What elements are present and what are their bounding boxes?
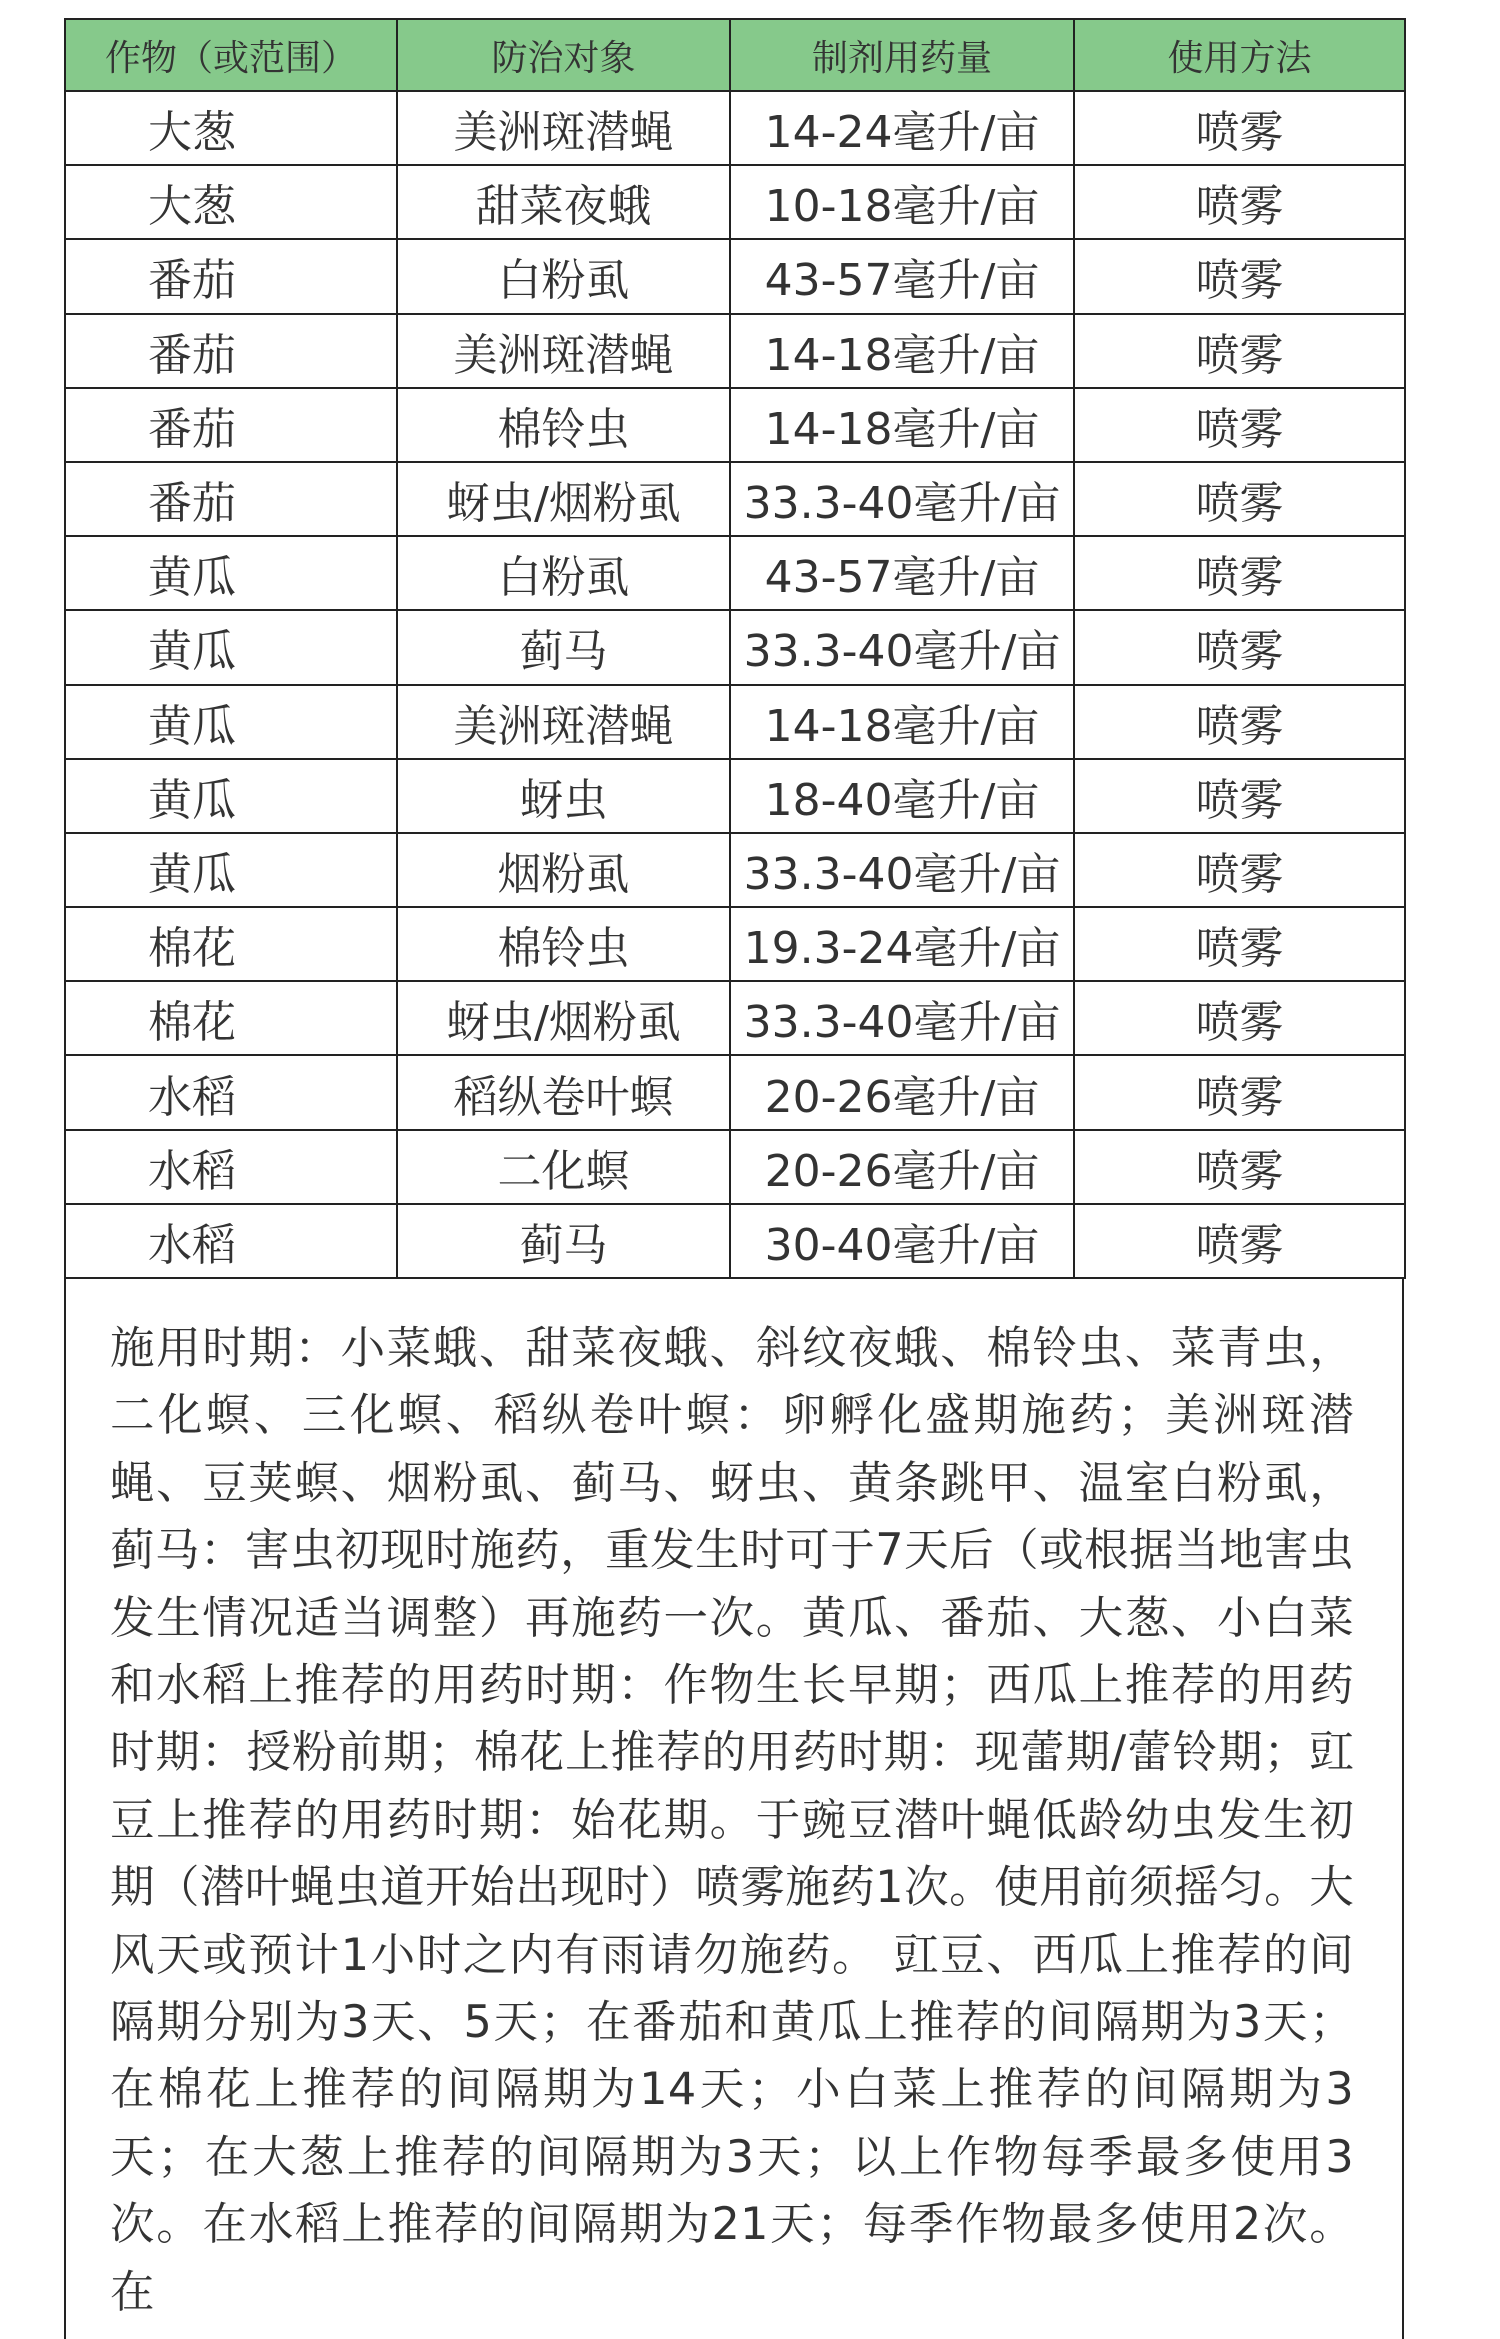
cell-target: 美洲斑潜蝇	[397, 685, 730, 759]
cell-dosage: 43-57毫升/亩	[730, 536, 1074, 610]
cell-target: 二化螟	[397, 1130, 730, 1204]
cell-crop: 番茄	[65, 388, 397, 462]
cell-dosage: 14-18毫升/亩	[730, 685, 1074, 759]
header-crop: 作物（或范围）	[65, 19, 397, 91]
cell-dosage: 43-57毫升/亩	[730, 239, 1074, 313]
cell-method: 喷雾	[1074, 1130, 1405, 1204]
table-row	[65, 1130, 1405, 1204]
cell-dosage: 14-18毫升/亩	[730, 314, 1074, 388]
cell-dosage: 18-40毫升/亩	[730, 759, 1074, 833]
dosage-table	[64, 18, 1406, 1279]
cell-target: 棉铃虫	[397, 907, 730, 981]
usage-notes-text: 施用时期：小菜蛾、甜菜夜蛾、斜纹夜蛾、棉铃虫、菜青虫，二化螟、三化螟、稻纵卷叶螟：卵孵化盛期施药；美洲斑潜蝇、豆荚螟、烟粉虱、蓟马、蚜虫、黄条跳甲、温室白粉虱，蓟马：害虫初现时施药，重发生时可于7天后（或根据当地害虫发生情况适当调整）再施药一次。黄瓜、番茄、大葱、小白菜和水稻上推荐的用药时期：作物生长早期；西瓜上推荐的用药时期：授粉前期；棉花上推荐的用药时期：现蕾期/蕾铃期；豇豆上推荐的用药时期：始花期。于豌豆潜叶蝇低龄幼虫发生初期（潜叶蝇虫道开始出现时）喷雾施药1次。使用前须摇匀。大风天或预计1小时之内有雨请勿施药。 豇豆、西瓜上推荐的间隔期分别为3天、5天；在番茄和黄瓜上推荐的间隔期为3天；在棉花上推荐的间隔期为14天；小白菜上推荐的间隔期为3天；在大葱上推荐的间隔期为3天；以上作物每季最多使用3次。在水稻上推荐的间隔期为21天；每季作物最多使用2次。在	[110, 1323, 1354, 2318]
table-row	[65, 610, 1405, 684]
header-dosage: 制剂用药量	[730, 19, 1074, 91]
cell-crop: 大葱	[65, 91, 397, 165]
table-row	[65, 907, 1405, 981]
cell-target: 美洲斑潜蝇	[397, 91, 730, 165]
cell-crop: 水稻	[65, 1204, 397, 1278]
table-row	[65, 462, 1405, 536]
cell-method: 喷雾	[1074, 239, 1405, 313]
pesticide-label-document	[64, 18, 1404, 2339]
cell-target: 烟粉虱	[397, 833, 730, 907]
cell-target: 甜菜夜蛾	[397, 165, 730, 239]
table-row	[65, 536, 1405, 610]
table-row	[65, 91, 1405, 165]
usage-notes-box	[64, 1279, 1404, 2339]
cell-target: 稻纵卷叶螟	[397, 1055, 730, 1129]
cell-dosage: 19.3-24毫升/亩	[730, 907, 1074, 981]
header-method: 使用方法	[1074, 19, 1405, 91]
table-body	[65, 91, 1405, 1278]
cell-dosage: 33.3-40毫升/亩	[730, 462, 1074, 536]
table-row	[65, 388, 1405, 462]
cell-method: 喷雾	[1074, 833, 1405, 907]
cell-method: 喷雾	[1074, 165, 1405, 239]
cell-method: 喷雾	[1074, 1204, 1405, 1278]
cell-target: 蚜虫	[397, 759, 730, 833]
cell-crop: 黄瓜	[65, 685, 397, 759]
cell-target: 蚜虫/烟粉虱	[397, 462, 730, 536]
cell-target: 白粉虱	[397, 536, 730, 610]
table-header-row	[65, 19, 1405, 91]
cell-dosage: 14-18毫升/亩	[730, 388, 1074, 462]
cell-crop: 水稻	[65, 1130, 397, 1204]
cell-method: 喷雾	[1074, 685, 1405, 759]
cell-target: 白粉虱	[397, 239, 730, 313]
cell-dosage: 33.3-40毫升/亩	[730, 610, 1074, 684]
cell-crop: 番茄	[65, 314, 397, 388]
cell-dosage: 14-24毫升/亩	[730, 91, 1074, 165]
cell-crop: 黄瓜	[65, 536, 397, 610]
cell-method: 喷雾	[1074, 1055, 1405, 1129]
table-row	[65, 1055, 1405, 1129]
cell-dosage: 33.3-40毫升/亩	[730, 833, 1074, 907]
cell-method: 喷雾	[1074, 907, 1405, 981]
cell-target: 蚜虫/烟粉虱	[397, 981, 730, 1055]
cell-method: 喷雾	[1074, 91, 1405, 165]
cell-method: 喷雾	[1074, 462, 1405, 536]
cell-method: 喷雾	[1074, 981, 1405, 1055]
table-row	[65, 981, 1405, 1055]
cell-crop: 番茄	[65, 462, 397, 536]
cell-dosage: 10-18毫升/亩	[730, 165, 1074, 239]
cell-dosage: 30-40毫升/亩	[730, 1204, 1074, 1278]
header-target: 防治对象	[397, 19, 730, 91]
cell-crop: 大葱	[65, 165, 397, 239]
cell-target: 蓟马	[397, 610, 730, 684]
cell-crop: 番茄	[65, 239, 397, 313]
cell-dosage: 20-26毫升/亩	[730, 1055, 1074, 1129]
cell-crop: 棉花	[65, 907, 397, 981]
table-row	[65, 314, 1405, 388]
table-row	[65, 685, 1405, 759]
cell-dosage: 33.3-40毫升/亩	[730, 981, 1074, 1055]
cell-crop: 黄瓜	[65, 610, 397, 684]
cell-crop: 黄瓜	[65, 759, 397, 833]
cell-method: 喷雾	[1074, 314, 1405, 388]
cell-crop: 棉花	[65, 981, 397, 1055]
cell-method: 喷雾	[1074, 388, 1405, 462]
cell-target: 棉铃虫	[397, 388, 730, 462]
cell-crop: 水稻	[65, 1055, 397, 1129]
cell-method: 喷雾	[1074, 536, 1405, 610]
table-row	[65, 833, 1405, 907]
cell-method: 喷雾	[1074, 610, 1405, 684]
cell-method: 喷雾	[1074, 759, 1405, 833]
cell-target: 蓟马	[397, 1204, 730, 1278]
cell-target: 美洲斑潜蝇	[397, 314, 730, 388]
table-row	[65, 759, 1405, 833]
table-row	[65, 165, 1405, 239]
cell-crop: 黄瓜	[65, 833, 397, 907]
table-row	[65, 1204, 1405, 1278]
table-row	[65, 239, 1405, 313]
cell-dosage: 20-26毫升/亩	[730, 1130, 1074, 1204]
